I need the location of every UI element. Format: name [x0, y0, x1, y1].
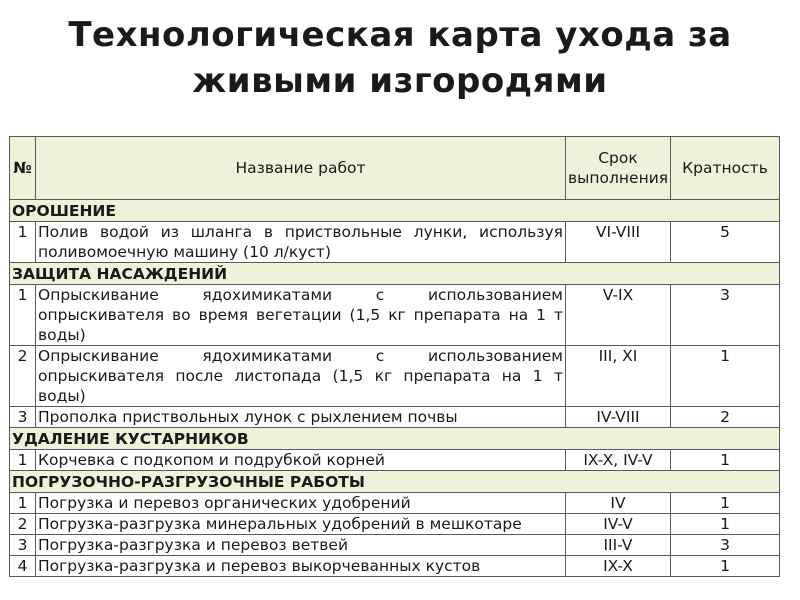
row-multiplicity: 1	[671, 346, 780, 407]
section-title: ЗАЩИТА НАСАЖДЕНИЙ	[10, 263, 780, 285]
row-number: 3	[10, 407, 36, 428]
row-work-name: Прополка приствольных лунок с рыхлением почвы	[36, 407, 566, 428]
row-term: IX-X	[566, 556, 671, 577]
section-row	[10, 200, 780, 222]
row-term: IX-X, IV-V	[566, 450, 671, 471]
table-row	[10, 407, 780, 428]
row-multiplicity: 1	[671, 450, 780, 471]
table-row	[10, 222, 780, 263]
row-multiplicity: 2	[671, 407, 780, 428]
header-multiplicity: Кратность	[671, 137, 780, 200]
row-work-name: Погрузка-разгрузка минеральных удобрений в мешкотаре	[36, 514, 566, 535]
row-work-name: Погрузка-разгрузка и перевоз выкорчеванных кустов	[36, 556, 566, 577]
section-row	[10, 263, 780, 285]
row-work-name: Корчевка с подкопом и подрубкой корней	[36, 450, 566, 471]
row-number: 3	[10, 535, 36, 556]
header-num: №	[10, 137, 36, 200]
row-number: 1	[10, 450, 36, 471]
section-row	[10, 471, 780, 493]
header-name: Название работ	[36, 137, 566, 200]
page-title-line-1: Технологическая карта ухода за	[68, 15, 732, 55]
row-number: 4	[10, 556, 36, 577]
row-multiplicity: 1	[671, 514, 780, 535]
row-work-name: Погрузка-разгрузка и перевоз ветвей	[36, 535, 566, 556]
page-title-line-2: живыми изгородями	[192, 61, 608, 101]
row-work-name: Опрыскивание ядохимикатами с использованием опрыскивателя после листопада (1,5 кг препарата на 1 т воды)	[36, 346, 566, 407]
care-table	[9, 136, 780, 577]
section-title: ОРОШЕНИЕ	[10, 200, 780, 222]
table-row	[10, 450, 780, 471]
table-row	[10, 535, 780, 556]
row-multiplicity: 5	[671, 222, 780, 263]
table-header-row	[10, 137, 780, 200]
table-row	[10, 285, 780, 346]
row-term: IV-V	[566, 514, 671, 535]
row-number: 1	[10, 285, 36, 346]
row-number: 2	[10, 346, 36, 407]
row-number: 2	[10, 514, 36, 535]
section-title: ПОГРУЗОЧНО-РАЗГРУЗОЧНЫЕ РАБОТЫ	[10, 471, 780, 493]
row-work-name: Полив водой из шланга в приствольные лунки, используя поливомоечную машину (10 л/куст)	[36, 222, 566, 263]
row-term: VI-VIII	[566, 222, 671, 263]
row-work-name: Опрыскивание ядохимикатами с использованием опрыскивателя во время вегетации (1,5 кг препарата на 1 т воды)	[36, 285, 566, 346]
page-title	[0, 12, 800, 104]
row-term: III-V	[566, 535, 671, 556]
row-term: IV	[566, 493, 671, 514]
row-number: 1	[10, 493, 36, 514]
table-row	[10, 514, 780, 535]
row-multiplicity: 3	[671, 535, 780, 556]
section-row	[10, 428, 780, 450]
row-multiplicity: 1	[671, 556, 780, 577]
table-row	[10, 493, 780, 514]
row-number: 1	[10, 222, 36, 263]
row-multiplicity: 1	[671, 493, 780, 514]
table-body	[10, 200, 780, 577]
row-term: III, XI	[566, 346, 671, 407]
row-multiplicity: 3	[671, 285, 780, 346]
table-row	[10, 556, 780, 577]
row-term: V-IX	[566, 285, 671, 346]
row-term: IV-VIII	[566, 407, 671, 428]
table-row	[10, 346, 780, 407]
row-work-name: Погрузка и перевоз органических удобрений	[36, 493, 566, 514]
section-title: УДАЛЕНИЕ КУСТАРНИКОВ	[10, 428, 780, 450]
care-table-container	[9, 136, 779, 577]
header-term: Срок выполнения	[566, 137, 671, 200]
